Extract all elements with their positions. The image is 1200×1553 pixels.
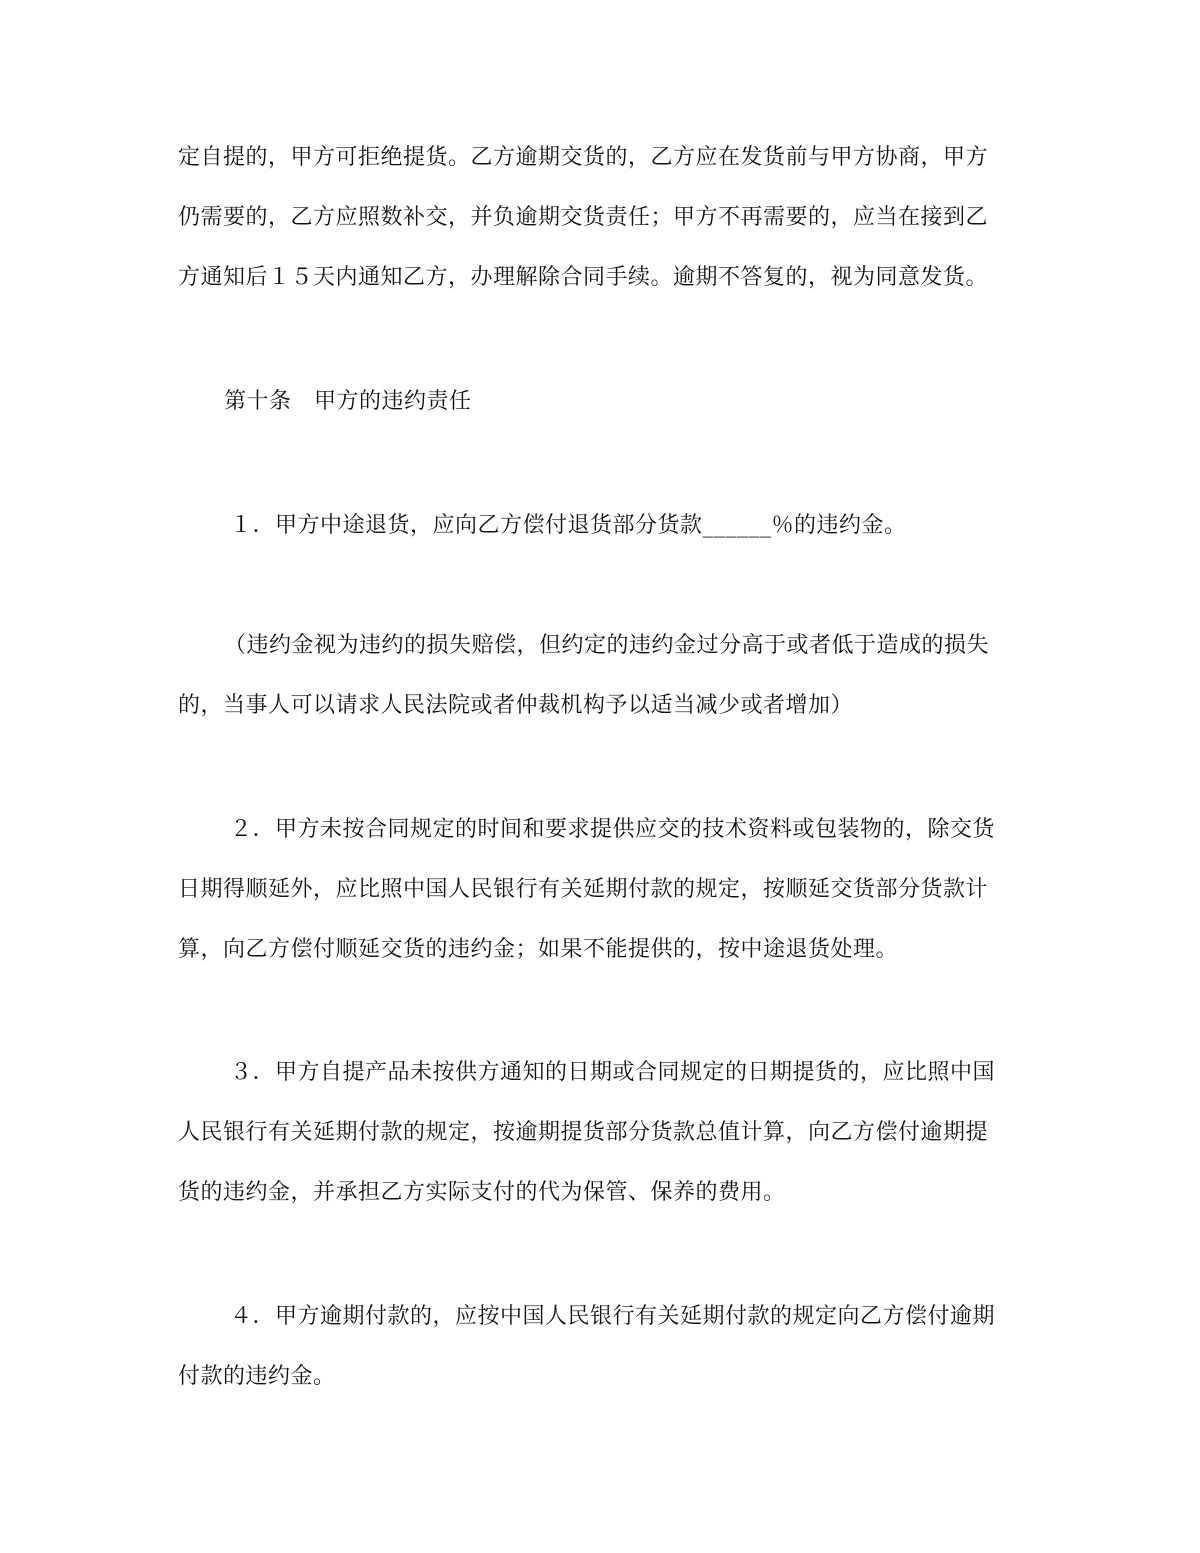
- paragraph-line: 仍需要的，乙方应照数补交，并负逾期交货责任；甲方不再需要的，应当在接到乙: [178, 205, 989, 230]
- clause-item-3-line: ３．甲方自提产品未按供方通知的日期或合同规定的日期提货的，应比照中国: [230, 1060, 996, 1085]
- clause-item-2-line: 算，向乙方偿付顺延交货的违约金；如果不能提供的，按中途退货处理。: [178, 937, 899, 962]
- note-line: （违约金视为违约的损失赔偿，但约定的违约金过分高于或者低于造成的损失: [224, 633, 990, 658]
- paragraph-line: 定自提的，甲方可拒绝提货。乙方逾期交货的，乙方应在发货前与甲方协商，甲方: [178, 145, 989, 170]
- clause-item-2-line: ２．甲方未按合同规定的时间和要求提供应交的技术资料或包装物的，除交货: [230, 817, 996, 842]
- article-heading: 第十条 甲方的违约责任: [224, 389, 472, 414]
- note-line: 的，当事人可以请求人民法院或者仲裁机构予以适当减少或者增加）: [178, 693, 854, 718]
- clause-item-4-line: 付款的违约金。: [178, 1364, 336, 1389]
- clause-item-3-line: 人民银行有关延期付款的规定，按逾期提货部分货款总值计算，向乙方偿付逾期提: [178, 1120, 989, 1145]
- paragraph-line: 方通知后１５天内通知乙方，办理解除合同手续。逾期不答复的，视为同意发货。: [178, 265, 989, 290]
- clause-item-1: １．甲方中途退货，应向乙方偿付退货部分货款______％的违约金。: [230, 513, 907, 538]
- clause-item-4-line: ４．甲方逾期付款的，应按中国人民银行有关延期付款的规定向乙方偿付逾期: [230, 1304, 996, 1329]
- clause-item-3-line: 货的违约金，并承担乙方实际支付的代为保管、保养的费用。: [178, 1180, 786, 1205]
- clause-item-2-line: 日期得顺延外，应比照中国人民银行有关延期付款的规定，按顺延交货部分货款计: [178, 877, 989, 902]
